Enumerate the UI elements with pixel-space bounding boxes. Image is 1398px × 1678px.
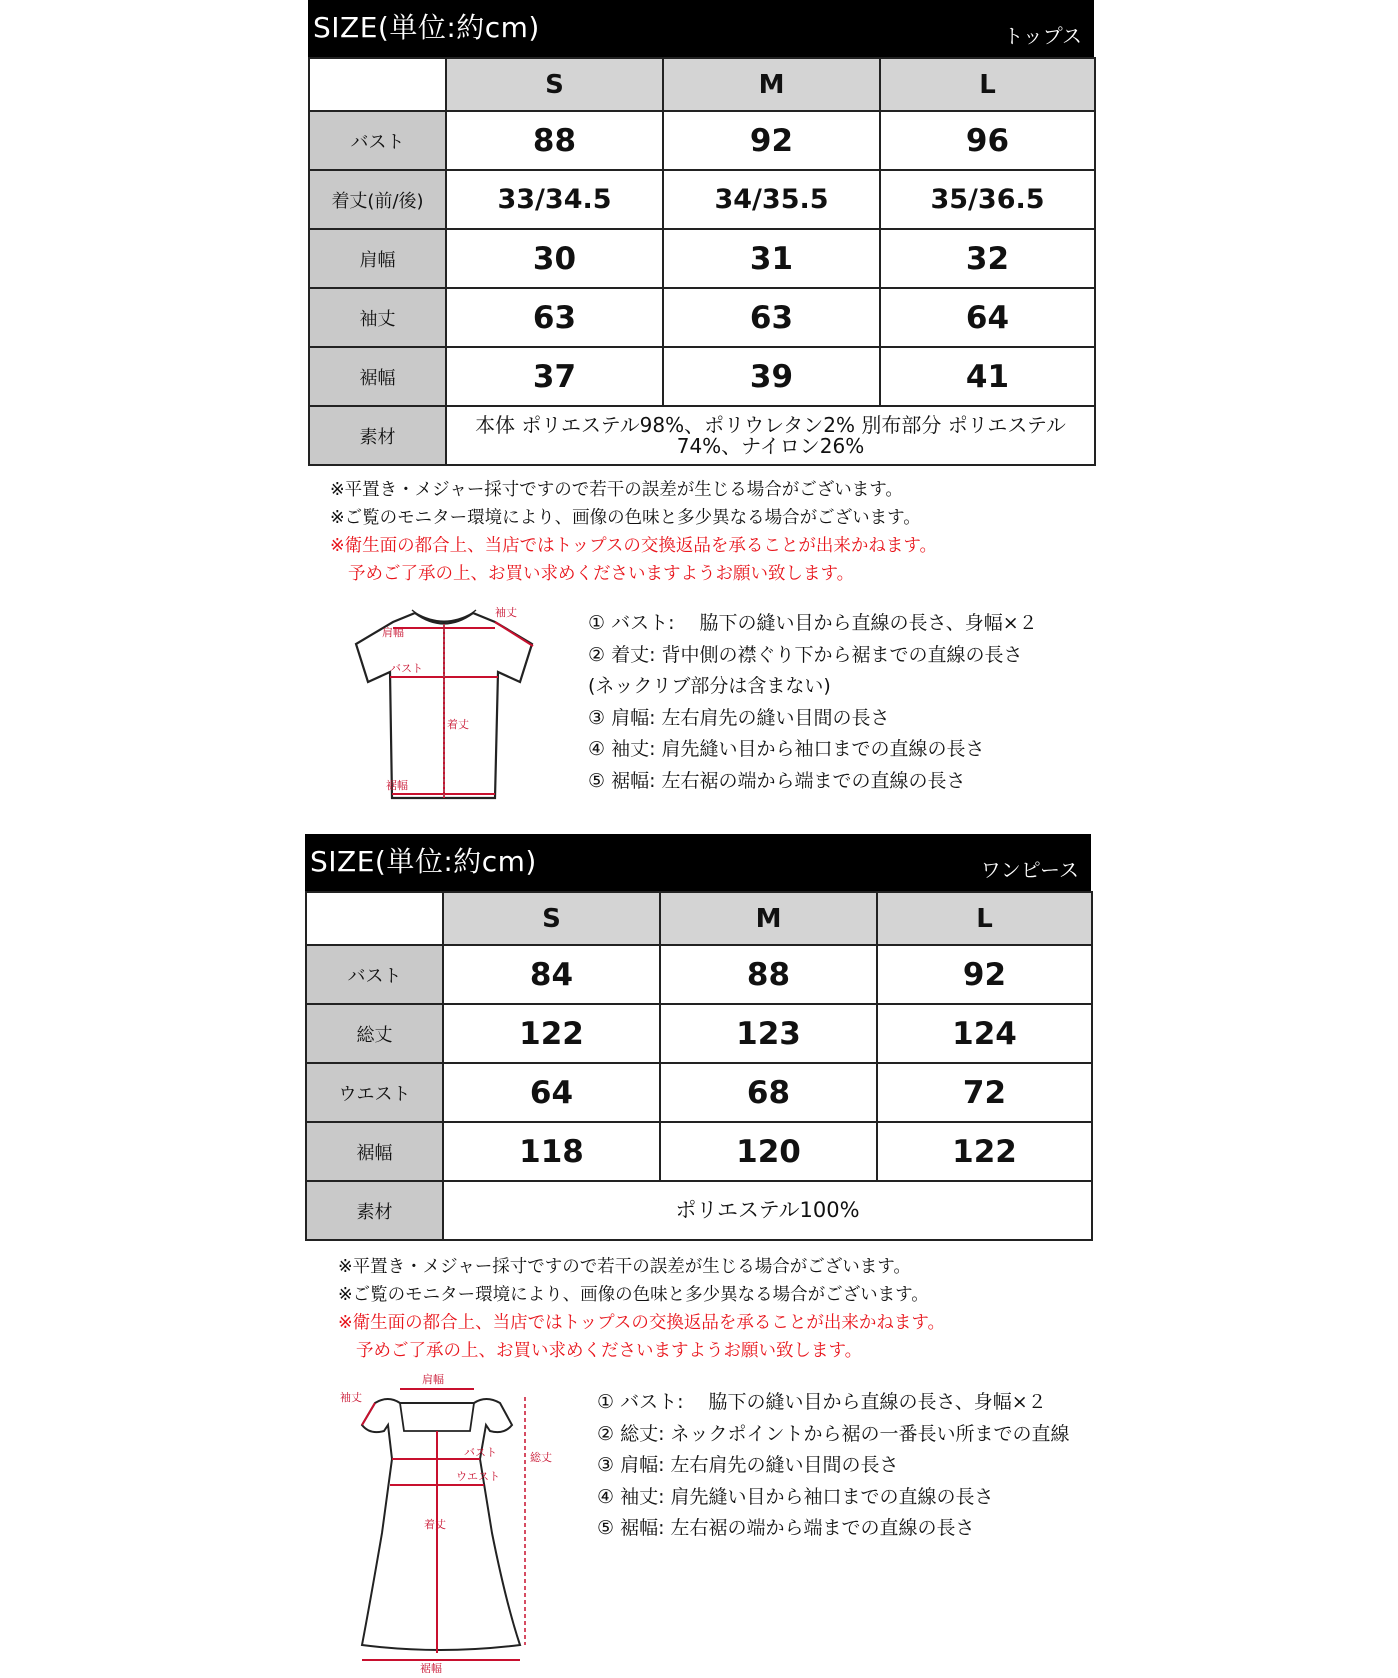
diagram-label-bust: バスト	[464, 1446, 497, 1459]
table-row	[306, 1122, 1092, 1181]
table-row	[306, 1181, 1092, 1240]
warning-line: ※衛生面の都合上、当店ではトップスの交換返品を承ることが出来かねます。	[338, 1313, 946, 1333]
column-header-l: L	[877, 892, 1092, 945]
table-row	[306, 945, 1092, 1004]
dress-size-title: SIZE(単位:約cm)	[310, 845, 537, 878]
tops-header	[308, 0, 1094, 57]
value-cell: 124	[877, 1004, 1092, 1063]
row-label-total-length: 総丈	[306, 1004, 443, 1063]
dress-size-table	[305, 891, 1093, 1241]
diagram-label-hem: 裾幅	[386, 779, 408, 792]
dress-measurement-diagram	[340, 1373, 580, 1673]
diagram-label-shoulder: 肩幅	[422, 1373, 444, 1386]
dress-category-label: ワンピース	[980, 858, 1079, 882]
value-cell: 64	[443, 1063, 660, 1122]
diagram-label-total: 総丈	[530, 1451, 552, 1464]
material-cell	[446, 406, 1095, 465]
value-cell: 118	[443, 1122, 660, 1181]
value-cell: 88	[446, 111, 663, 170]
tops-category-label: トップス	[1003, 24, 1082, 48]
table-row	[306, 1063, 1092, 1122]
value-cell: 123	[660, 1004, 877, 1063]
value-cell: 34/35.5	[663, 170, 880, 229]
note-line: ※ご覧のモニター環境により、画像の色味と多少異なる場合がございます。	[330, 508, 921, 528]
guide-line: ④ 袖丈: 肩先縫い目から袖口までの直線の長さ	[588, 738, 985, 760]
row-label-hem: 裾幅	[309, 347, 446, 406]
warning-line: 予めご了承の上、お買い求めくださいますようお願い致します。	[348, 564, 855, 584]
note-line: ※平置き・メジャー採寸ですので若干の誤差が生じる場合がございます。	[330, 480, 903, 500]
diagram-label-waist: ウエスト	[456, 1470, 500, 1483]
table-row	[309, 170, 1095, 229]
value-cell: 35/36.5	[880, 170, 1095, 229]
diagram-label-bust: バスト	[390, 662, 423, 675]
guide-line: ① バスト: 脇下の縫い目から直線の長さ、身幅×２	[597, 1391, 1047, 1413]
value-cell: 63	[446, 288, 663, 347]
value-cell: 32	[880, 229, 1095, 288]
dress-measurement-guide	[597, 1387, 1070, 1545]
column-header-s: S	[443, 892, 660, 945]
value-cell: 120	[660, 1122, 877, 1181]
guide-line: ③ 肩幅: 左右肩先の縫い目間の長さ	[597, 1454, 899, 1476]
note-line: ※平置き・メジャー採寸ですので若干の誤差が生じる場合がございます。	[338, 1257, 911, 1277]
material-text-line1: 本体 ポリエステル98%、ポリウレタン2% 別布部分 ポリエステル	[475, 412, 1066, 437]
value-cell: 37	[446, 347, 663, 406]
column-header-s: S	[446, 58, 663, 111]
row-label-shoulder: 肩幅	[309, 229, 446, 288]
guide-line: ② 着丈: 背中側の襟ぐり下から裾までの直線の長さ	[588, 643, 1023, 666]
value-cell: 68	[660, 1063, 877, 1122]
tops-size-title: SIZE(単位:約cm)	[313, 11, 540, 44]
value-cell: 63	[663, 288, 880, 347]
value-cell: 72	[877, 1063, 1092, 1122]
guide-line: ④ 袖丈: 肩先縫い目から袖口までの直線の長さ	[597, 1485, 994, 1508]
tops-measurement-guide	[588, 608, 1038, 797]
column-header-m: M	[660, 892, 877, 945]
guide-line: ① バスト: 脇下の縫い目から直線の長さ、身幅×２	[588, 612, 1038, 634]
row-label-length: 着丈(前/後)	[309, 170, 446, 229]
table-row	[309, 347, 1095, 406]
guide-line: ⑤ 裾幅: 左右裾の端から端までの直線の長さ	[588, 769, 966, 792]
value-cell: 30	[446, 229, 663, 288]
guide-line: ③ 肩幅: 左右肩先の縫い目間の長さ	[588, 706, 890, 729]
warning-line: ※衛生面の都合上、当店ではトップスの交換返品を承ることが出来かねます。	[330, 536, 938, 556]
row-label-sleeve: 袖丈	[309, 288, 446, 347]
table-corner-cell	[309, 58, 446, 111]
row-label-waist: ウエスト	[306, 1063, 443, 1122]
value-cell: 39	[663, 347, 880, 406]
guide-line: ② 総丈: ネックポイントから裾の一番長い所までの直線	[597, 1422, 1070, 1445]
value-cell: 96	[880, 111, 1095, 170]
material-cell: ポリエステル100%	[443, 1181, 1092, 1240]
value-cell: 92	[663, 111, 880, 170]
diagram-label-sleeve: 袖丈	[340, 1391, 362, 1404]
dress-notes	[338, 1253, 945, 1365]
table-row	[306, 1004, 1092, 1063]
column-header-m: M	[663, 58, 880, 111]
row-label-bust: バスト	[306, 945, 443, 1004]
row-label-bust: バスト	[309, 111, 446, 170]
diagram-label-sleeve: 袖丈	[495, 606, 517, 619]
diagram-label-length: 着丈	[424, 1518, 446, 1531]
tops-measurement-diagram	[330, 604, 560, 804]
value-cell: 64	[880, 288, 1095, 347]
table-row	[309, 229, 1095, 288]
value-cell: 122	[877, 1122, 1092, 1181]
guide-line: ⑤ 裾幅: 左右裾の端から端までの直線の長さ	[597, 1517, 975, 1539]
value-cell: 122	[443, 1004, 660, 1063]
warning-line: 予めご了承の上、お買い求めくださいますようお願い致します。	[356, 1341, 863, 1361]
dress-header	[305, 834, 1091, 891]
tops-notes	[330, 476, 937, 588]
material-text-line2: 74%、ナイロン26%	[676, 433, 865, 458]
row-label-hem: 裾幅	[306, 1122, 443, 1181]
table-row	[309, 406, 1095, 465]
table-row	[309, 111, 1095, 170]
value-cell: 41	[880, 347, 1095, 406]
value-cell: 88	[660, 945, 877, 1004]
guide-line: (ネックリブ部分は含まない)	[588, 675, 831, 697]
diagram-label-length: 着丈	[447, 718, 469, 731]
table-corner-cell	[306, 892, 443, 945]
tops-size-table	[308, 57, 1096, 466]
diagram-label-shoulder: 肩幅	[382, 626, 404, 639]
note-line: ※ご覧のモニター環境により、画像の色味と多少異なる場合がございます。	[338, 1285, 929, 1305]
column-header-l: L	[880, 58, 1095, 111]
value-cell: 31	[663, 229, 880, 288]
table-row	[309, 288, 1095, 347]
diagram-label-hem: 裾幅	[420, 1662, 442, 1673]
value-cell: 33/34.5	[446, 170, 663, 229]
row-label-material: 素材	[306, 1181, 443, 1240]
row-label-material: 素材	[309, 406, 446, 465]
value-cell: 84	[443, 945, 660, 1004]
value-cell: 92	[877, 945, 1092, 1004]
